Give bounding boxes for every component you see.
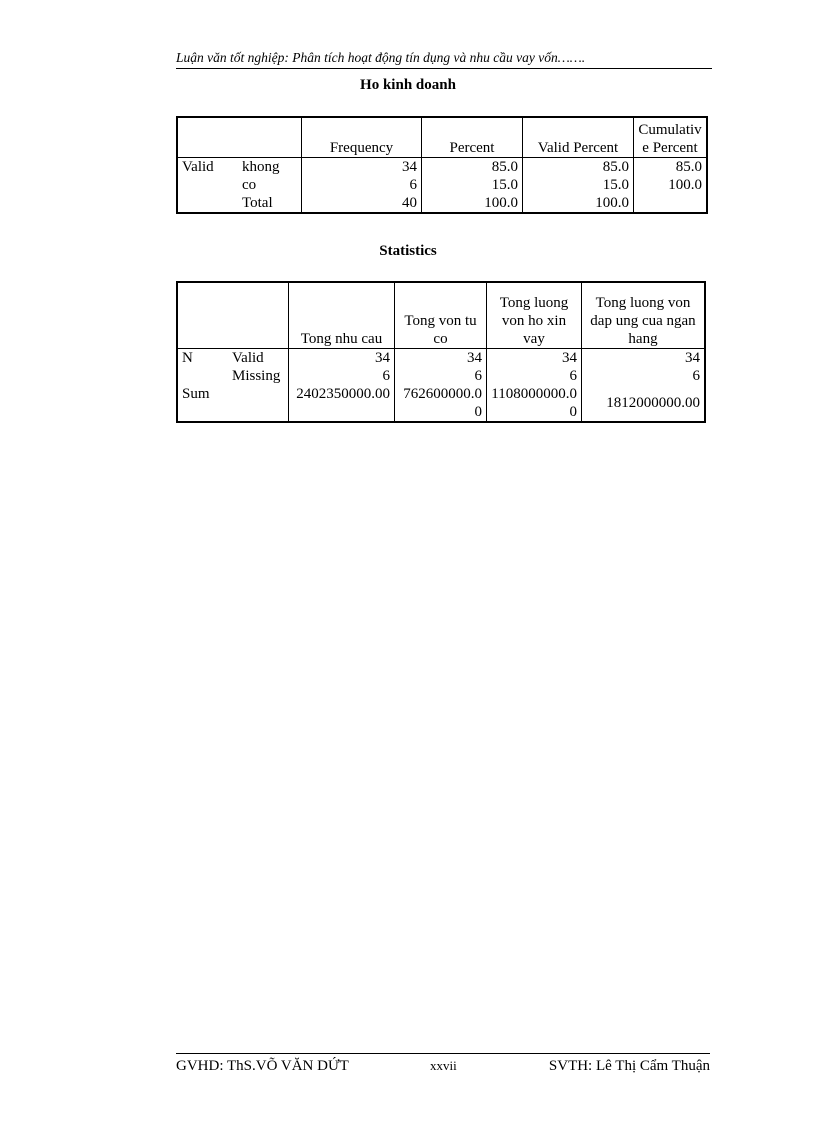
page-footer: [176, 1053, 710, 1074]
row-label: Missing: [228, 367, 289, 385]
column-header: Frequency: [302, 117, 422, 157]
table-row: [177, 157, 707, 176]
cell-value: 6: [302, 176, 422, 194]
cell-value: 1108000000.00: [487, 385, 582, 422]
row-label: co: [238, 176, 302, 194]
row-label: [228, 385, 289, 422]
cell-value: 6: [487, 367, 582, 385]
cell-value: 85.0: [523, 157, 634, 176]
header-empty-cell: [228, 282, 289, 348]
cell-value: 34: [487, 348, 582, 367]
table-header-row: [177, 282, 705, 348]
row-group-label: [177, 194, 238, 213]
cell-value: 15.0: [523, 176, 634, 194]
cell-value: 100.0: [523, 194, 634, 213]
header-empty-cell: [177, 117, 238, 157]
column-header: Percent: [422, 117, 523, 157]
frequency-table: [176, 116, 708, 214]
cell-value: 100.0: [668, 176, 702, 193]
cell-value: 85.0: [422, 157, 523, 176]
column-header: Tong von tu co: [395, 282, 487, 348]
row-group-label: [177, 176, 238, 194]
column-header-cumulative: Cumulativ e Percent: [634, 117, 708, 157]
cell-value: 6: [395, 367, 487, 385]
column-header: Tong luong von dap ung cua ngan hang: [582, 282, 706, 348]
cell-value: 6: [289, 367, 395, 385]
column-header: Valid Percent: [523, 117, 634, 157]
row-group-label: Sum: [182, 385, 210, 402]
cell-value: 15.0: [422, 176, 523, 194]
column-header: Tong luong von ho xin vay: [487, 282, 582, 348]
footer-student: SVTH: Lê Thị Cẩm Thuận: [548, 1058, 710, 1074]
footer-advisor: GVHD: ThS.VÕ VĂN DỨT: [176, 1058, 349, 1074]
table-row: [177, 348, 705, 367]
cell-value: [634, 194, 708, 213]
cell-value: 34: [685, 349, 700, 366]
row-label: khong: [238, 157, 302, 176]
cell-value: 34: [289, 348, 395, 367]
row-group-label: [177, 367, 228, 385]
cell-value: 34: [395, 348, 487, 367]
cell-value: 6: [692, 367, 700, 384]
statistics-table: [176, 281, 706, 423]
row-label: Total: [238, 194, 302, 213]
row-label: Valid: [228, 348, 289, 367]
table-row: [177, 385, 705, 422]
header-empty-cell: [177, 282, 228, 348]
cell-value: 100.0: [422, 194, 523, 213]
row-group-label: Valid: [182, 158, 214, 175]
table-header-row: [177, 117, 707, 157]
table2-title: Statistics: [379, 243, 437, 259]
cell-value: 85.0: [675, 158, 702, 175]
page-header: Luận văn tốt nghiệp: Phân tích hoạt động tín dụng và nhu cầu vay vốn…….: [176, 50, 712, 69]
table-row: [177, 367, 705, 385]
row-group-label: N: [182, 349, 193, 366]
cell-value: 1812000000.00: [606, 394, 700, 411]
table1-title: Ho kinh doanh: [360, 77, 456, 93]
column-header: Tong nhu cau: [289, 282, 395, 348]
cell-value: 40: [302, 194, 422, 213]
table-row: [177, 194, 707, 213]
header-empty-cell: [238, 117, 302, 157]
cell-value: 34: [302, 157, 422, 176]
cell-value: 762600000.00: [395, 385, 487, 422]
page-number: xxvii: [430, 1058, 457, 1073]
table-row: [177, 176, 707, 194]
cell-value: 2402350000.00: [289, 385, 395, 422]
